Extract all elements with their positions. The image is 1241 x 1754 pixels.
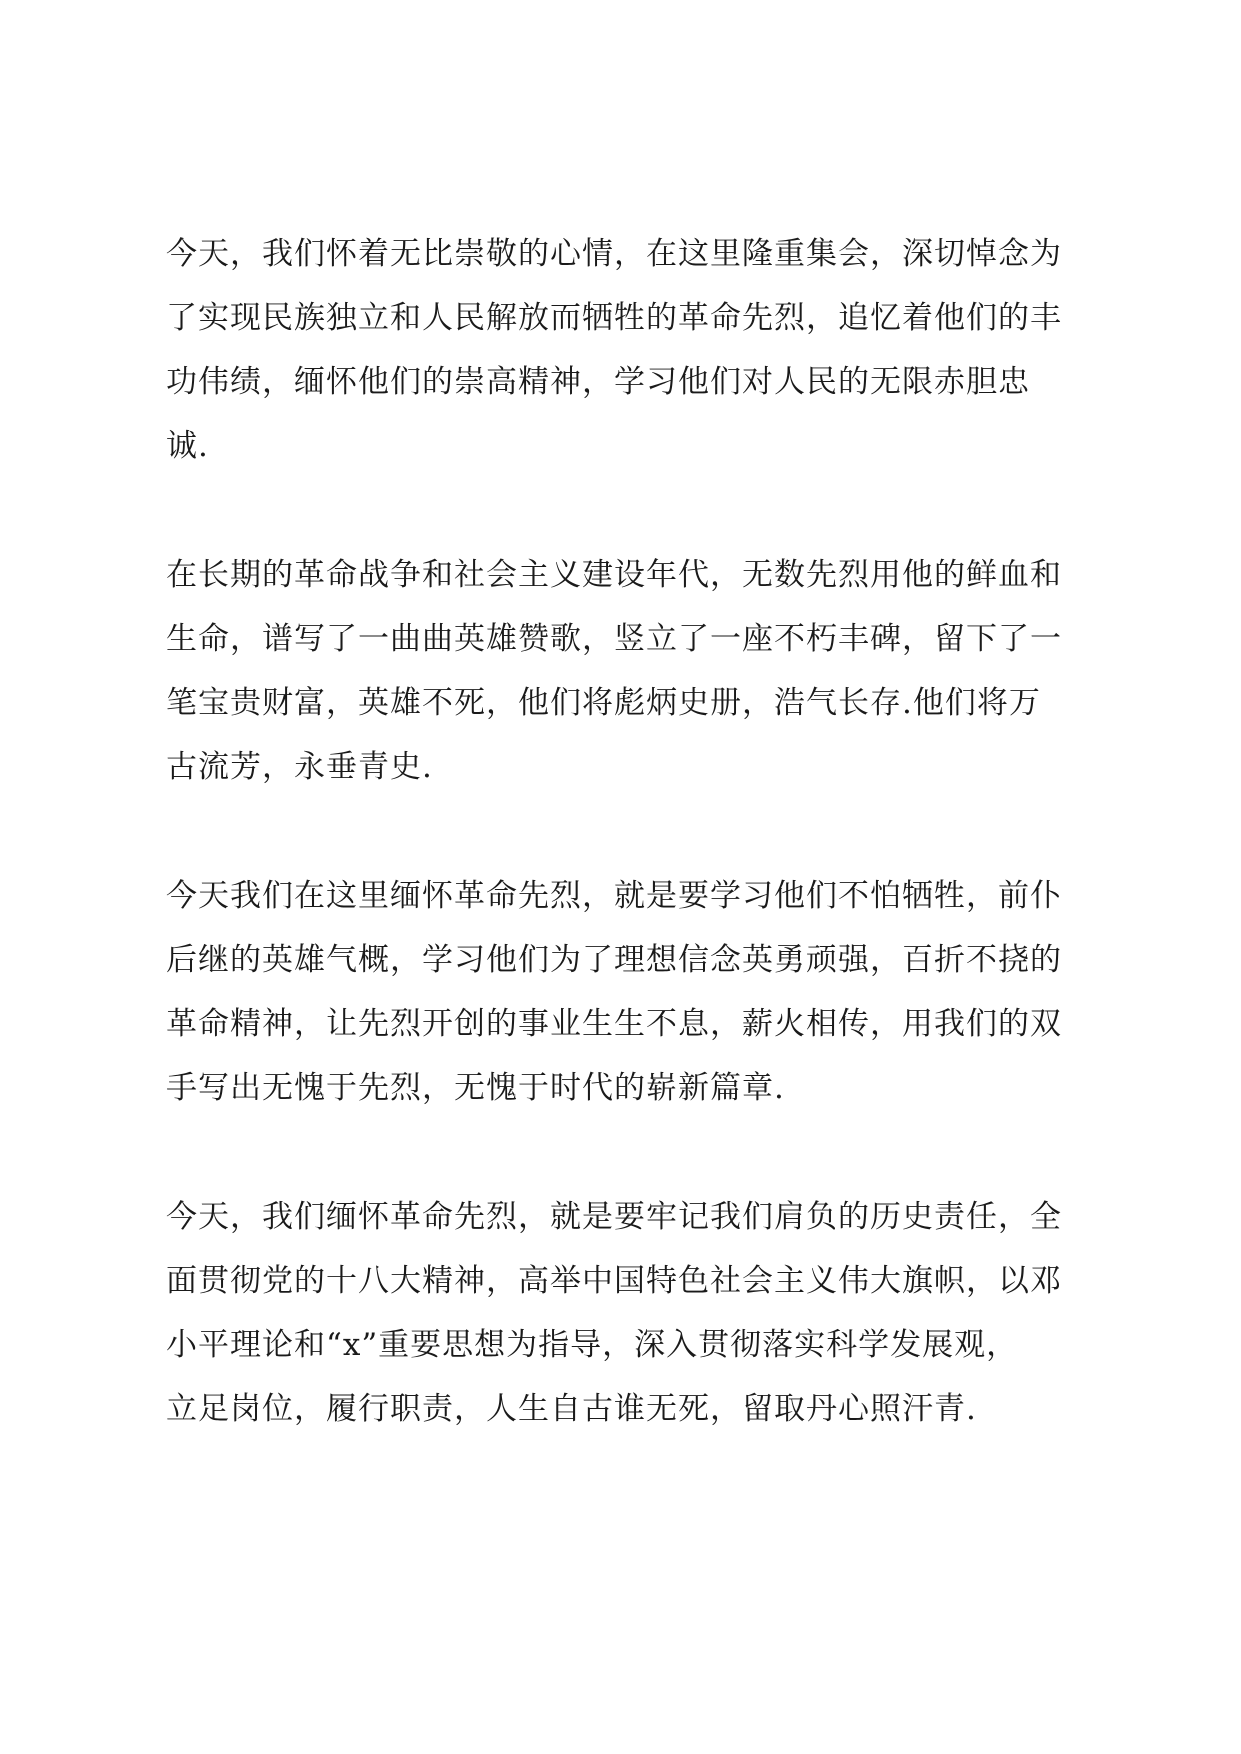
text-line: 小平理论和“x”重要思想为指导，深入贯彻落实科学发展观，	[166, 1327, 1019, 1363]
text-line: 面贯彻党的十八大精神，高举中国特色社会主义伟大旗帜，以邓	[166, 1263, 1062, 1299]
document-body	[166, 222, 1090, 1506]
text-line: 手写出无愧于先烈，无愧于时代的崭新篇章.	[166, 1070, 785, 1106]
paragraph-3	[166, 864, 1090, 1120]
text-line: 诚.	[166, 428, 209, 464]
text-line: 今天，我们缅怀革命先烈，就是要牢记我们肩负的历史责任，全	[166, 1199, 1062, 1235]
text-line: 了实现民族独立和人民解放而牺牲的革命先烈，追忆着他们的丰	[166, 300, 1062, 336]
text-line: 生命，谱写了一曲曲英雄赞歌，竖立了一座不朽丰碑，留下了一	[166, 621, 1062, 657]
text-line: 笔宝贵财富，英雄不死，他们将彪炳史册，浩气长存.他们将万	[166, 685, 1041, 721]
text-line: 今天，我们怀着无比崇敬的心情，在这里隆重集会，深切悼念为	[166, 236, 1062, 272]
paragraph-2	[166, 543, 1090, 799]
text-line: 今天我们在这里缅怀革命先烈，就是要学习他们不怕牺牲，前仆	[166, 878, 1062, 914]
text-line: 后继的英雄气概，学习他们为了理想信念英勇顽强，百折不挠的	[166, 942, 1062, 978]
text-line: 功伟绩，缅怀他们的崇高精神，学习他们对人民的无限赤胆忠	[166, 364, 1030, 400]
text-line: 革命精神，让先烈开创的事业生生不息，薪火相传，用我们的双	[166, 1006, 1062, 1042]
text-line: 古流芳，永垂青史.	[166, 749, 433, 785]
text-line: 在长期的革命战争和社会主义建设年代，无数先烈用他的鲜血和	[166, 557, 1062, 593]
text-line: 立足岗位，履行职责，人生自古谁无死，留取丹心照汗青.	[166, 1391, 977, 1427]
paragraph-4	[166, 1185, 1090, 1441]
paragraph-1	[166, 222, 1090, 478]
